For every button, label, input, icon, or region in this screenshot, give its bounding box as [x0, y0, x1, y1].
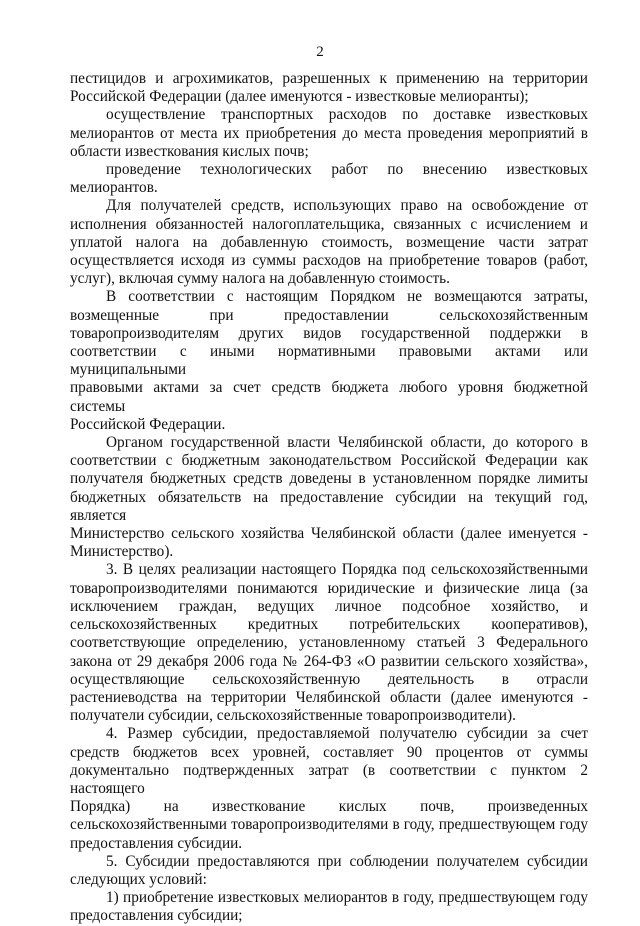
- text-line: 4. Размер субсидии, предоставляемой получателю субсидии за счет: [106, 725, 588, 743]
- paragraph: [70, 106, 588, 161]
- text-line: 5. Субсидии предоставляются при соблюдении получателем субсидии: [106, 852, 588, 870]
- paragraph: [70, 889, 588, 925]
- paragraph: [70, 161, 588, 197]
- text-line: области известкования кислых почв;: [70, 142, 309, 160]
- text-line: документально подтвержденных затрат (в соответствии с пунктом 2 настоящего: [70, 761, 588, 797]
- text-line: Министерство сельского хозяйства Челябинской области (далее именуется -: [70, 525, 588, 543]
- paragraph: [70, 197, 588, 288]
- text-line: средств бюджетов всех уровней, составляет 90 процентов от суммы: [70, 743, 588, 761]
- text-line: Порядка) на известкование кислых почв, произведенных: [70, 798, 588, 816]
- text-line: 1) приобретение известковых мелиорантов в году, предшествующем году: [106, 889, 588, 907]
- text-line: Для получателей средств, использующих право на освобождение от: [106, 197, 588, 215]
- page-number: 2: [316, 44, 324, 60]
- text-line: Российской Федерации.: [70, 415, 226, 433]
- paragraph: [70, 434, 588, 561]
- paragraph: [70, 725, 588, 852]
- text-line: услуг), включая сумму налога на добавленную стоимость.: [70, 270, 450, 288]
- text-line: проведение технологических работ по внесению известковых: [106, 161, 588, 179]
- text-line: уплатой налога на добавленную стоимость, возмещение части затрат: [70, 233, 588, 251]
- text-line: сельскохозяйственными товаропроизводителями в году, предшествующем году: [70, 816, 588, 834]
- document-body: [70, 70, 588, 926]
- text-line: осуществление транспортных расходов по доставке известковых: [106, 106, 588, 124]
- paragraph: [70, 288, 588, 434]
- text-line: исполнения обязанностей налогоплательщика, связанных с исчислением и: [70, 215, 588, 233]
- paragraph: [70, 561, 588, 725]
- text-line: товаропроизводителям других видов государственной поддержки в: [70, 324, 588, 342]
- text-line: Российской Федерации (далее именуются - известковые мелиоранты);: [70, 88, 529, 106]
- text-line: осуществляющие сельскохозяйственную деятельность в отрасли: [70, 670, 588, 688]
- paragraph: [70, 70, 588, 106]
- text-line: соответствии с бюджетным законодательством Российской Федерации как: [70, 452, 588, 470]
- text-line: исключением граждан, ведущих личное подсобное хозяйство, и: [70, 597, 588, 615]
- paragraph: [70, 853, 588, 889]
- text-line: соответствии с иными нормативными правовыми актами или муниципальными: [70, 343, 588, 379]
- text-line: мелиорантов.: [70, 179, 158, 197]
- text-line: предоставления субсидии;: [70, 907, 243, 925]
- text-line: получателя бюджетных средств доведены в установленном порядке лимиты: [70, 470, 588, 488]
- text-line: следующих условий:: [70, 870, 207, 888]
- text-line: бюджетных обязательств на предоставление субсидии на текущий год, является: [70, 488, 588, 524]
- text-line: мелиорантов от места их приобретения до места проведения мероприятий в: [70, 124, 588, 142]
- text-line: растениеводства на территории Челябинской области (далее именуются -: [70, 688, 588, 706]
- text-line: соответствующие определению, установленному статьей 3 Федерального: [70, 634, 588, 652]
- text-line: пестицидов и агрохимикатов, разрешенных к применению на территории: [70, 70, 588, 87]
- text-line: Министерство).: [70, 543, 174, 561]
- text-line: 3. В целях реализации настоящего Порядка под сельскохозяйственными: [106, 561, 588, 579]
- text-line: В соответствии с настоящим Порядком не возмещаются затраты,: [106, 288, 588, 306]
- text-line: предоставления субсидии.: [70, 834, 243, 852]
- text-line: товаропроизводителями понимаются юридические и физические лица (за: [70, 579, 588, 597]
- text-line: закона от 29 декабря 2006 года № 264-ФЗ «О развитии сельского хозяйства»,: [70, 652, 588, 670]
- text-line: сельскохозяйственных кредитных потребительских кооперативов),: [70, 616, 588, 634]
- text-line: Органом государственной власти Челябинской области, до которого в: [106, 434, 588, 452]
- text-line: осуществляется исходя из суммы расходов на приобретение товаров (работ,: [70, 252, 588, 270]
- text-line: возмещенные при предоставлении сельскохозяйственным: [70, 306, 588, 324]
- text-line: получатели субсидии, сельскохозяйственные товаропроизводители).: [70, 707, 516, 725]
- text-line: правовыми актами за счет средств бюджета любого уровня бюджетной системы: [70, 379, 588, 415]
